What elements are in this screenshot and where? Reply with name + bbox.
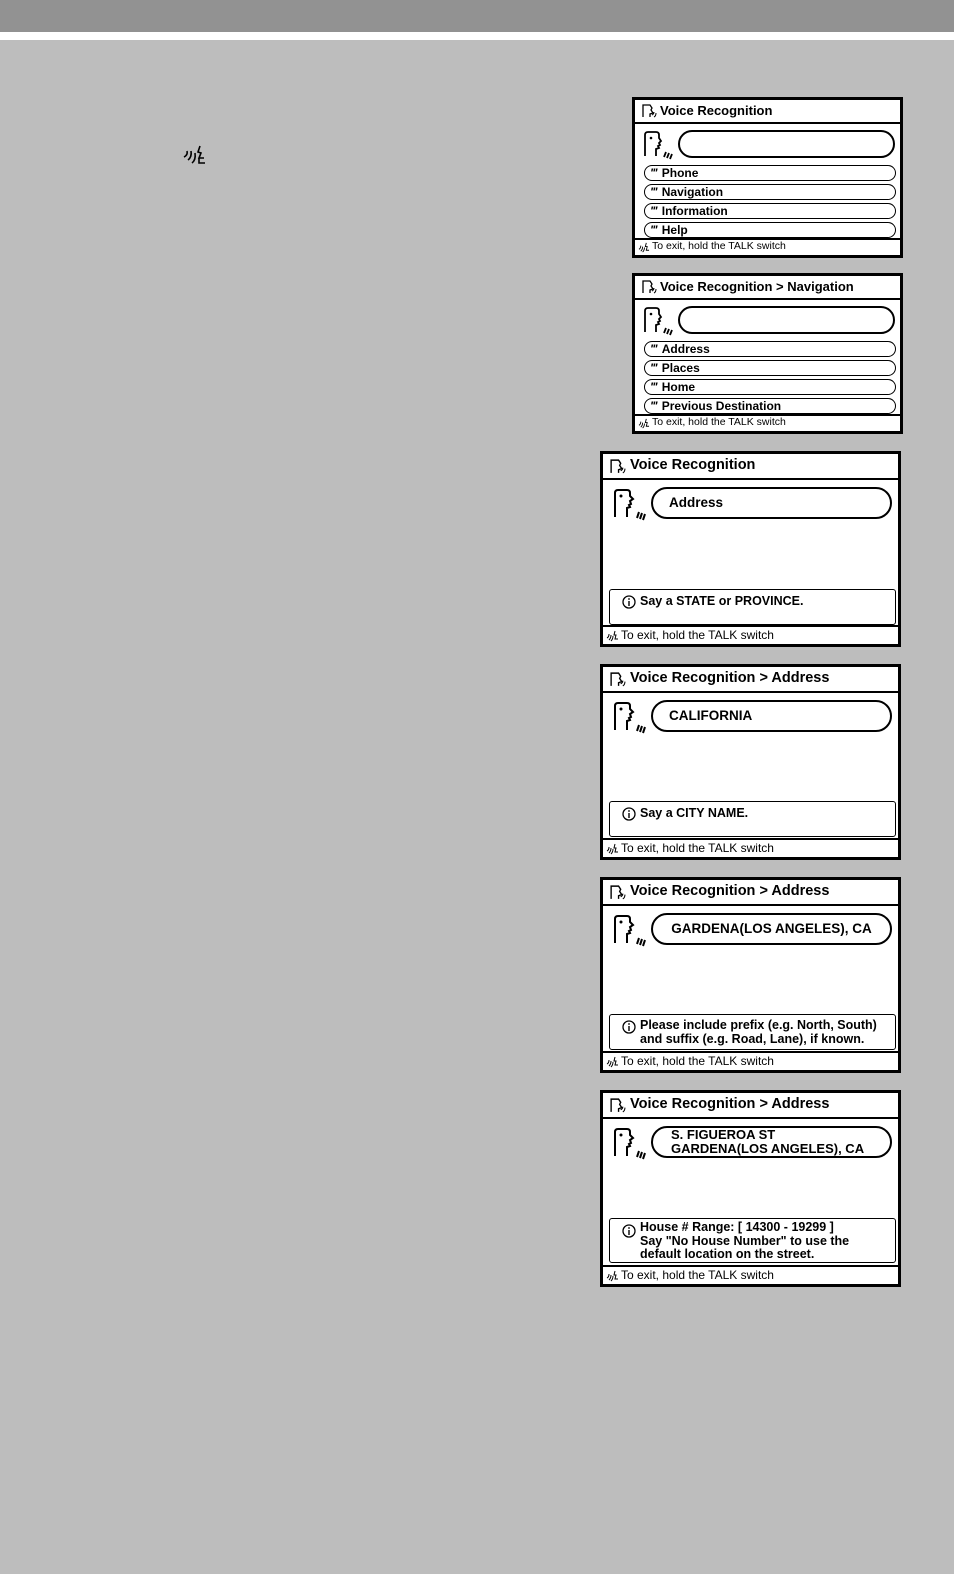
screen-title-bar [603,454,898,480]
screen-footer [635,414,900,431]
bubble-line-2: GARDENA(LOS ANGELES), CA [671,1141,865,1156]
talk-switch-icon [606,1270,619,1282]
bubble-line-1: GARDENA(LOS ANGELES), CA [671,920,872,936]
exit-instruction: To exit, hold the TALK switch [621,841,774,855]
speech-wave-icon: ‴ [651,342,656,356]
exit-instruction: To exit, hold the TALK switch [621,1054,774,1068]
speech-wave-icon: ‴ [651,223,656,237]
speaker-face-icon [642,130,674,162]
option-navigation[interactable] [644,184,896,200]
talk-switch-icon [606,843,619,855]
speaker-face-icon [611,913,649,949]
info-prompt-text: Say a CITY NAME. [640,806,749,820]
info-prompt-box [609,589,896,625]
bubble-line-1: S. FIGUEROA ST [671,1127,776,1143]
info-prompt-box [609,1014,896,1050]
option-information[interactable] [644,203,896,219]
info-prompt-text: House # Range: [ 14300 - 19299 ] Say "No House Number" to use the default location on the street. [640,1220,850,1261]
option-label: Address [661,342,710,356]
address-house-number-screen [600,1090,901,1287]
screen-title-bar [635,276,900,300]
screen-title-bar [603,667,898,693]
exit-instruction: To exit, hold the TALK switch [621,628,774,642]
option-home[interactable] [644,379,896,395]
screen-title: Voice Recognition > Address [630,670,830,686]
recognized-speech-bubble [651,913,892,945]
talk-switch-icon [638,418,650,429]
option-label: Previous Destination [661,399,782,413]
navigation-menu-screen [632,273,903,434]
recognized-speech-bubble [651,487,892,519]
screen-footer [603,1051,898,1070]
speaker-face-icon [611,700,649,736]
recognized-speech-bubble [678,130,895,158]
talk-switch-icon [606,630,619,642]
option-label: Phone [661,166,699,180]
speech-wave-icon: ‴ [651,361,656,375]
address-state-screen [600,451,901,647]
info-prompt-text: Say a STATE or PROVINCE. [640,594,804,608]
info-icon [622,595,636,609]
info-icon [622,807,636,821]
option-label: Places [661,361,700,375]
speech-wave-icon: ‴ [651,166,656,180]
option-label: Home [661,380,696,394]
screen-title: Voice Recognition > Address [630,1096,830,1112]
recognized-speech-bubble [651,700,892,732]
voice-recognition-screen [632,97,903,258]
screen-footer [635,238,900,255]
voice-recognition-icon [609,671,626,688]
speaker-face-icon [611,487,649,523]
speech-wave-icon: ‴ [651,399,656,413]
screen-footer [603,625,898,644]
speaker-face-icon [611,1126,649,1162]
screen-title-bar [635,100,900,124]
info-icon [622,1224,636,1238]
option-phone[interactable] [644,165,896,181]
speaker-face-icon [642,306,674,338]
address-city-screen [600,664,901,860]
screen-title-bar [603,880,898,906]
screen-footer [603,1265,898,1284]
option-previous-destination[interactable] [644,398,896,414]
address-street-screen [600,877,901,1073]
info-prompt-text: Please include prefix (e.g. North, South) and suffix (e.g. Road, Lane), if known. [640,1018,877,1046]
speech-wave-icon: ‴ [651,204,656,218]
option-label: Information [661,204,728,218]
option-label: Navigation [661,185,724,199]
bubble-line-1: CALIFORNIA [669,707,753,723]
header-divider [0,32,954,40]
talk-switch-icon [606,1056,619,1068]
recognized-speech-bubble [678,306,895,334]
info-prompt-box [609,1218,896,1263]
speech-wave-icon: ‴ [651,185,656,199]
exit-instruction: To exit, hold the TALK switch [652,416,786,428]
screen-title: Voice Recognition > Address [630,883,830,899]
screen-title: Voice Recognition [630,457,756,473]
voice-recognition-icon [609,1097,626,1114]
screen-footer [603,838,898,857]
speech-wave-icon: ‴ [651,380,656,394]
talk-switch-icon [638,242,650,253]
voice-recognition-icon [609,458,626,475]
info-prompt-box [609,801,896,837]
voice-recognition-icon [641,279,657,295]
info-icon [622,1020,636,1034]
voice-recognition-icon [609,884,626,901]
screen-title-bar [603,1093,898,1119]
option-label: Help [661,223,688,237]
option-places[interactable] [644,360,896,376]
voice-command-icon [182,143,208,167]
option-help[interactable] [644,222,896,238]
exit-instruction: To exit, hold the TALK switch [652,240,786,252]
bubble-line-1: Address [669,494,724,510]
option-address[interactable] [644,341,896,357]
recognized-speech-bubble [651,1126,892,1158]
voice-recognition-icon [641,103,657,119]
screen-title: Voice Recognition > Navigation [660,279,854,294]
screen-title: Voice Recognition [660,103,773,118]
exit-instruction: To exit, hold the TALK switch [621,1268,774,1282]
page-header-bar [0,0,954,32]
